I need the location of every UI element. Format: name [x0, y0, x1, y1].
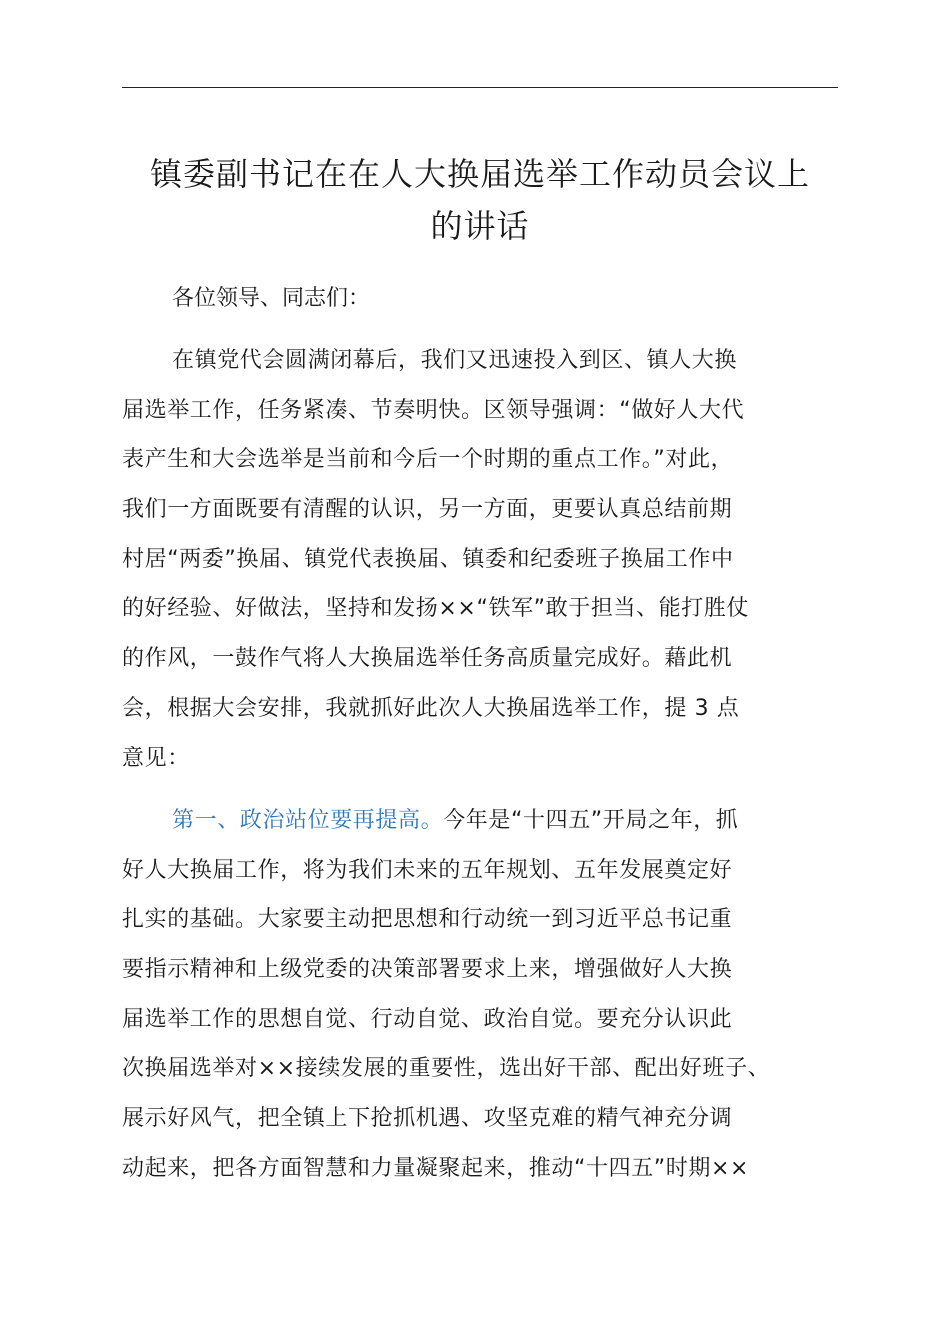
heading-line-rest: 今年是“十四五”开局之年，抓 — [443, 808, 739, 833]
paragraph-line: 我们一方面既要有清醒的认识，另一方面，更要认真总结前期 — [122, 497, 733, 523]
paragraph-line: 要指示精神和上级党委的决策部署要求上来，增强做好人大换 — [122, 957, 733, 983]
paragraph-line: 动起来，把各方面智慧和力量凝聚起来，推动“十四五”时期×× — [122, 1155, 750, 1181]
paragraph-line: 好人大换届工作，将为我们未来的五年规划、五年发展奠定好 — [122, 857, 733, 883]
paragraph-line: 展示好风气，把全镇上下抢抓机遇、攻坚克难的精气神充分调 — [122, 1106, 733, 1132]
paragraph-line: 会，根据大会安排，我就抓好此次人大换届选举工作，提 3 点 — [122, 695, 740, 721]
paragraph-line: 意见： — [122, 745, 190, 771]
paragraph-line: 表产生和大会选举是当前和今后一个时期的重点工作。”对此， — [122, 447, 734, 473]
title-line-2: 的讲话 — [430, 207, 530, 245]
paragraph-line: 村居“两委”换届、镇党代表换届、镇委和纪委班子换届工作中 — [122, 546, 734, 572]
header-rule — [122, 87, 838, 88]
paragraph-line: 的好经验、好做法，坚持和发扬××“铁军”敢于担当、能打胜仗 — [122, 596, 750, 622]
paragraph-line: 届选举工作，任务紧凑、节奏明快。区领导强调：“做好人大代 — [122, 397, 745, 423]
paragraph-line: 次换届选举对××接续发展的重要性，选出好干部、配出好班子、 — [122, 1056, 771, 1082]
section-heading: 第一、政治站位要再提高。 — [172, 808, 444, 833]
paragraph-intro — [122, 344, 838, 791]
paragraph-line — [122, 804, 838, 854]
paragraph-point-one — [122, 804, 838, 1202]
paragraph-line: 在镇党代会圆满闭幕后，我们又迅速投入到区、镇人大换 — [172, 348, 738, 373]
paragraph-line: 扎实的基础。大家要主动把思想和行动统一到习近平总书记重 — [122, 907, 733, 933]
salutation: 各位领导、同志们： — [172, 286, 371, 311]
paragraph-line: 的作风，一鼓作气将人大换届选举任务高质量完成好。藉此机 — [122, 646, 733, 672]
document-title — [112, 148, 848, 252]
paragraph-line: 届选举工作的思想自觉、行动自觉、政治自觉。要充分认识此 — [122, 1006, 733, 1032]
title-line-1: 镇委副书记在在人大换届选举工作动员会议上 — [149, 155, 810, 193]
